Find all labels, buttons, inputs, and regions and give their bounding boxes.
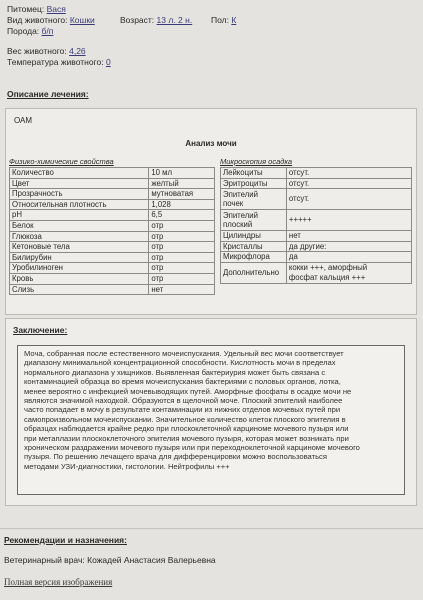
species-label: Вид животного:	[7, 15, 68, 25]
micro-name: Цилиндры	[221, 231, 287, 242]
physchem-caption: Физико-химические свойства	[9, 157, 114, 166]
physchem-name: Уробилиноген	[10, 263, 149, 274]
pet-label: Питомец:	[7, 4, 45, 14]
physchem-row	[10, 189, 215, 200]
micro-name: Дополнительно	[221, 262, 287, 283]
physchem-table	[9, 167, 215, 295]
vet-name: Кожадей Анастасия Валерьевна	[87, 555, 216, 565]
micro-row-epi-flat	[221, 210, 412, 231]
physchem-name: Кровь	[10, 273, 149, 284]
conclusion-text	[18, 346, 404, 474]
sex-value: К	[231, 15, 237, 25]
age-label: Возраст:	[120, 15, 155, 25]
micro-name	[221, 189, 287, 210]
micro-value	[286, 262, 411, 283]
pet-value: Вася	[46, 4, 66, 14]
species-row	[7, 15, 95, 26]
physchem-name: Белок	[10, 220, 149, 231]
micro-name: Лейкоциты	[221, 168, 287, 179]
breed-label: Порода:	[7, 26, 40, 36]
physchem-value: отр	[149, 220, 215, 231]
conclusion-line: контаминацией образца во время мочеиспускания бактериями с половых органов, лотка,	[24, 377, 341, 387]
breed-value: б/п	[41, 26, 54, 36]
physchem-row	[10, 178, 215, 189]
physchem-value: мутноватая	[149, 189, 215, 200]
analysis-panel	[5, 108, 417, 315]
breed-row	[7, 26, 53, 37]
micro-value: да	[286, 252, 411, 263]
sex-label: Пол:	[211, 15, 229, 25]
physchem-name: pH	[10, 210, 149, 221]
physchem-value: нет	[149, 284, 215, 295]
conclusion-line: пузыря. По решению лечащего врача для дифференцировки можно воспользоваться	[24, 452, 327, 462]
physchem-row	[10, 273, 215, 284]
conclusion-line: диапазону минимальной концентрационной способности. Кислотность мочи в пределах	[24, 358, 336, 368]
physchem-value: желтый	[149, 178, 215, 189]
micro-value: отсут.	[286, 178, 411, 189]
physchem-value: отр	[149, 242, 215, 253]
recommendations-title: Рекомендации и назначения:	[4, 535, 127, 545]
vet-row	[4, 555, 216, 565]
age-value: 13 л. 2 н.	[156, 15, 193, 25]
temperature-row	[7, 57, 111, 68]
micro-caption: Микроскопия осадка	[220, 157, 293, 166]
vet-label: Ветеринарный врач:	[4, 555, 85, 565]
physchem-value: отр	[149, 252, 215, 263]
micro-row-extra	[221, 262, 412, 283]
micro-name: Эритроциты	[221, 178, 287, 189]
micro-value-line: фосфат кальция +++	[288, 272, 366, 282]
age-row	[120, 15, 192, 26]
conclusion-line: являются значимой находкой. Образуются в щелочной моче. Плоский эпителий наиболее	[24, 396, 343, 406]
temperature-value: 0	[105, 57, 111, 67]
micro-name-line: почек	[223, 199, 244, 209]
conclusion-line: часто попадает в мочу в результате контаминации из нижних отделов мочевых путей при	[24, 405, 341, 415]
divider	[0, 528, 423, 529]
physchem-row	[10, 252, 215, 263]
weight-label: Вес животного:	[7, 46, 67, 56]
conclusion-line: хроническом раздражении мочевого пузыря или при переходноклеточной карциноме мочевого	[24, 443, 360, 453]
physchem-name: Кетоновые тела	[10, 242, 149, 253]
micro-name: Микрофлора	[221, 252, 287, 263]
micro-row-cryst	[221, 241, 412, 252]
micro-row-erythro	[221, 178, 412, 189]
micro-row-flora	[221, 252, 412, 263]
physchem-name: Количество	[10, 168, 149, 179]
weight-value: 4,26	[69, 46, 86, 56]
physchem-name: Глюкоза	[10, 231, 149, 242]
weight-row	[7, 46, 86, 57]
pet-row	[7, 4, 66, 15]
micro-name-line: плоский	[223, 220, 253, 230]
physchem-name: Относительная плотность	[10, 199, 149, 210]
micro-name-line: Эпителий	[223, 189, 259, 199]
physchem-value: 1,028	[149, 199, 215, 210]
physchem-name: Слизь	[10, 284, 149, 295]
species-value: Кошки	[69, 15, 95, 25]
physchem-row	[10, 220, 215, 231]
conclusion-panel	[5, 318, 417, 506]
physchem-row	[10, 242, 215, 253]
conclusion-line: Моча, собранная после естественного мочеиспускания. Удельный вес мочи соответствует	[24, 349, 344, 358]
physchem-name: Прозрачность	[10, 189, 149, 200]
physchem-row	[10, 263, 215, 274]
micro-table	[220, 167, 412, 284]
micro-value-line: кокки +++, аморфный	[288, 263, 368, 273]
physchem-value: отр	[149, 273, 215, 284]
physchem-value: 10 мл	[149, 168, 215, 179]
oam-label: ОАМ	[14, 116, 33, 125]
conclusion-line: методами УЗИ-диагностики, гистологии. Нейтрофилы +++	[24, 461, 230, 471]
conclusion-box	[17, 345, 405, 495]
conclusion-line: образцах наблюдается крайне редко при плоскоклеточной карциноме мочевого пузыря или	[24, 424, 349, 434]
physchem-value: отр	[149, 231, 215, 242]
full-version-link[interactable]: Полная версия изображения	[4, 577, 113, 587]
physchem-row	[10, 231, 215, 242]
micro-name	[221, 210, 287, 231]
conclusion-line: при метаплазии плоскоклеточного эпителия мочевого пузыря, которая может возникать при	[24, 433, 349, 443]
description-title: Описание лечения:	[7, 89, 89, 99]
conclusion-line: менее вероятно с инфекцией мочевыводящих путей. Аморфные фосфаты в осадке мочи не	[24, 386, 352, 396]
micro-name-line: Эпителий	[223, 210, 259, 220]
physchem-name: Цвет	[10, 178, 149, 189]
physchem-row	[10, 210, 215, 221]
sex-row	[211, 15, 236, 26]
physchem-value: отр	[149, 263, 215, 274]
conclusion-line: нормального диапазона у хищников. Выявленная бактериурия может быть связана с	[24, 367, 326, 377]
temperature-label: Температура животного:	[7, 57, 104, 67]
micro-value: отсут.	[286, 168, 411, 179]
analysis-title: Анализ мочи	[185, 139, 237, 148]
micro-value: да другие:	[286, 241, 411, 252]
micro-row-epi-renal	[221, 189, 412, 210]
micro-value: нет	[286, 231, 411, 242]
micro-name: Кристаллы	[221, 241, 287, 252]
micro-value: +++++	[286, 210, 411, 231]
conclusion-line: самопроизвольном мочеиспускании. Значительное количество клеток плоского эпителия в	[24, 414, 346, 424]
conclusion-title: Заключение:	[13, 325, 68, 335]
micro-value: отсут.	[286, 189, 411, 210]
micro-row-leuko	[221, 168, 412, 179]
micro-row-cyl	[221, 231, 412, 242]
physchem-row	[10, 168, 215, 179]
physchem-row	[10, 284, 215, 295]
physchem-name: Билирубин	[10, 252, 149, 263]
physchem-row	[10, 199, 215, 210]
physchem-value: 6,5	[149, 210, 215, 221]
